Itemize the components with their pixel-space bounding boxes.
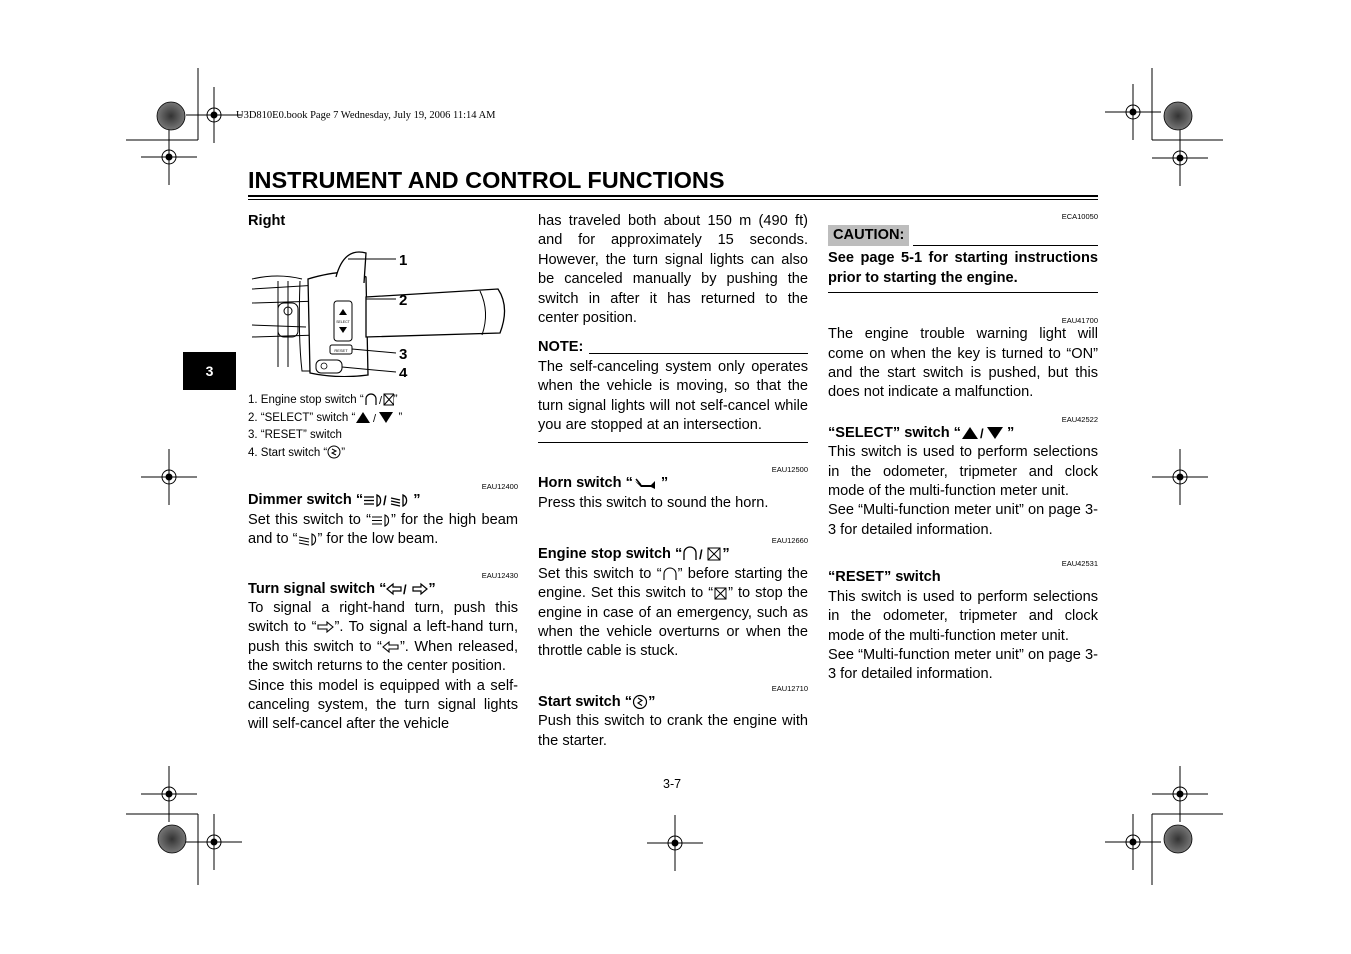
caution-rule <box>828 292 1098 293</box>
section-code: EAU12430 <box>481 570 518 580</box>
crosshair-mark <box>141 129 197 185</box>
high-beam-icon <box>371 513 391 527</box>
reset-ref: See “Multi-function meter unit” on page 3-3 for detailed information. <box>828 646 1098 683</box>
note-text: The self-canceling system only operates when the vehicle is moving, so that the turn signal lights will not self-cancel while you are stopped at an intersection. <box>538 358 808 434</box>
engine-stop-text: Set this switch to “ ” before starting the engine. Set this switch to “ ” to stop the engine in case of an emergency, such as when the vehicle overturns or when the throttle cable is stuck. <box>538 565 809 660</box>
section-code: EAU12660 <box>771 536 808 546</box>
section-code: ECA10050 <box>1061 212 1098 221</box>
figure-caption: 4. Start switch “ ” <box>248 446 346 459</box>
crosshair-mark <box>1105 84 1161 140</box>
caution-label: CAUTION: <box>828 225 909 246</box>
turn-left-right-icon <box>386 582 428 596</box>
horn-heading: Horn switch “ ” <box>538 475 669 492</box>
caution-header <box>828 225 1098 246</box>
svg-text:/: / <box>979 425 984 440</box>
horn-icon <box>633 476 657 490</box>
figure-caption: 1. Engine stop switch “ / ” <box>248 394 398 407</box>
starburst-mark <box>158 825 186 853</box>
starburst-mark <box>1164 102 1192 130</box>
engine-stop-run-icon <box>682 546 722 561</box>
run-icon <box>662 567 678 581</box>
start-icon <box>327 445 341 459</box>
figure-caption: 2. “SELECT” switch “ / ” <box>248 411 403 424</box>
reset-heading: “RESET” switch <box>828 569 941 586</box>
turn-signal-continued: has traveled both about 150 m (490 ft) and for approximately 15 seconds. However, the turn signal lights can also be canceled manually by pushing the switch in after it has returned to the center position. <box>538 213 808 327</box>
callout-3: 3 <box>399 346 408 364</box>
engine-stop-heading: Engine stop switch “ / ” <box>538 546 730 563</box>
dimmer-text: Set this switch to “ ” for the high beam and to “ ” for the low beam. <box>248 511 518 548</box>
note-header: NOTE: <box>538 338 808 357</box>
select-ref: See “Multi-function meter unit” on page 3-3 for detailed information. <box>828 502 1098 538</box>
section-code: EAU41700 <box>1061 316 1098 326</box>
section-code: EAU12400 <box>481 482 518 492</box>
stop-icon <box>713 586 728 600</box>
trouble-light-text: The engine trouble warning light will come on when the key is turned to “ON” and the start switch is pushed, but this does not indicate a malfunction. <box>828 326 1098 401</box>
turn-signal-heading: Turn signal switch “ / ” <box>248 580 436 597</box>
starburst-mark <box>157 102 185 130</box>
starburst-mark <box>1164 825 1192 853</box>
svg-text:/: / <box>403 581 408 596</box>
turn-right-icon <box>316 620 334 634</box>
column-left <box>248 212 518 735</box>
callout-1: 1 <box>399 252 408 270</box>
crosshair-mark <box>141 449 197 505</box>
select-heading: “SELECT” switch “ / ” <box>828 424 1015 441</box>
handlebar-switch-figure <box>248 237 518 377</box>
reset-label: RESET <box>334 348 348 354</box>
self-cancel-text: Since this model is equipped with a self-canceling system, the turn signal lights will self-cancel after the vehicle <box>248 677 518 733</box>
start-icon <box>632 694 648 709</box>
svg-text:/: / <box>373 412 377 424</box>
low-beam-icon <box>298 532 318 546</box>
svg-text:/: / <box>699 547 703 562</box>
section-code: EAU42522 <box>1061 414 1098 424</box>
beam-high-low-icon <box>363 493 409 507</box>
crosshair-mark <box>1105 814 1161 870</box>
page-number: 3-7 <box>663 777 682 791</box>
title-rule <box>248 199 1098 200</box>
title-rule <box>248 195 1098 197</box>
figure-caption: 3. “RESET” switch <box>248 429 342 442</box>
engine-stop-run-icon <box>364 393 394 406</box>
crosshair-mark <box>647 815 703 871</box>
svg-text:/: / <box>378 395 382 407</box>
callout-4: 4 <box>399 365 408 378</box>
page-title: INSTRUMENT AND CONTROL FUNCTIONS <box>248 167 725 193</box>
section-code: EAU12710 <box>771 683 808 693</box>
note-rule <box>538 442 808 443</box>
section-code: EAU12500 <box>771 465 808 475</box>
turn-signal-text: To signal a right-hand turn, push this switch to “ ”. To signal a left-hand turn, push this switch to “ ”. When released, the switch returns to the center position. <box>248 600 519 675</box>
column-middle <box>538 212 808 751</box>
caution-text: See page 5-1 for starting instructions prior to starting the engine. <box>828 250 1098 286</box>
crosshair-mark <box>186 814 242 870</box>
svg-text:/: / <box>383 493 387 508</box>
crosshair-mark <box>1152 130 1208 186</box>
select-arrows-icon <box>355 411 395 424</box>
reset-text: This switch is used to perform selections in the odometer, tripmeter and clock mode of the multi-function meter unit. <box>828 588 1098 644</box>
callout-2: 2 <box>399 292 408 310</box>
chapter-tab: 3 <box>183 352 236 390</box>
crosshair-mark <box>1152 449 1208 505</box>
turn-left-icon <box>382 640 400 654</box>
select-label: SELECT <box>336 320 350 325</box>
select-arrows-icon <box>961 426 1003 440</box>
dimmer-heading: Dimmer switch “ / ” <box>248 492 421 509</box>
start-text: Push this switch to crank the engine with the starter. <box>538 713 808 749</box>
column-right <box>828 212 1098 685</box>
section-code: EAU42531 <box>1061 559 1098 569</box>
start-heading: Start switch “ ” <box>538 693 656 710</box>
select-text: This switch is used to perform selections in the odometer, tripmeter and clock mode of the multi-function meter unit. <box>828 444 1098 500</box>
book-meta: U3D810E0.book Page 7 Wednesday, July 19, 2006 11:14 AM <box>236 110 496 121</box>
section-heading: Right <box>248 213 286 229</box>
horn-text: Press this switch to sound the horn. <box>538 494 769 511</box>
crosshair-mark <box>186 87 242 143</box>
